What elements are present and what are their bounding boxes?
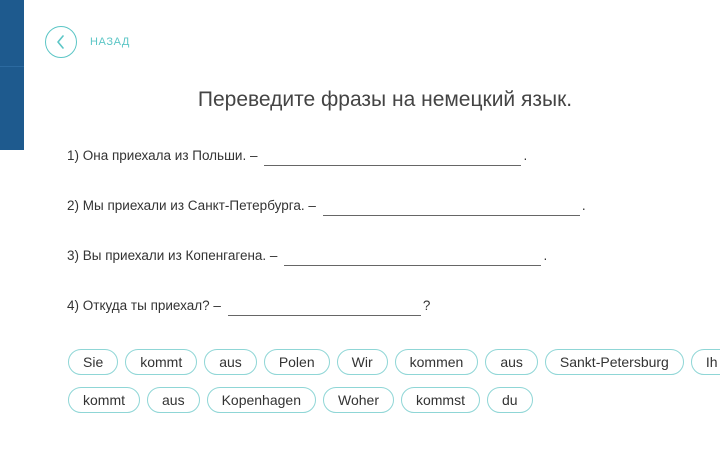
word-chip[interactable]: aus: [204, 349, 257, 375]
chevron-left-icon: [56, 35, 66, 49]
word-chip[interactable]: aus: [485, 349, 538, 375]
question-row: [67, 247, 547, 271]
word-chip[interactable]: aus: [147, 387, 200, 413]
word-chip[interactable]: du: [487, 387, 533, 413]
question-row: [67, 297, 430, 321]
answer-blank[interactable]: [284, 247, 541, 266]
word-chip[interactable]: Polen: [264, 349, 330, 375]
question-text: 1) Она приехала из Польши. –: [67, 148, 258, 163]
question-end-mark: ?: [422, 298, 431, 313]
back-circle[interactable]: [45, 26, 77, 58]
word-chip[interactable]: Kopenhagen: [207, 387, 316, 413]
page-title: Переведите фразы на немецкий язык.: [197, 88, 573, 111]
question-text: 3) Вы приехали из Копенгагена. –: [67, 248, 278, 263]
word-bank: [68, 349, 720, 375]
word-chip[interactable]: kommen: [395, 349, 479, 375]
word-chip[interactable]: Sankt-Petersburg: [545, 349, 684, 375]
word-chip[interactable]: Woher: [323, 387, 394, 413]
word-chip[interactable]: Ih: [691, 349, 720, 375]
back-label[interactable]: НАЗАД: [90, 36, 130, 48]
word-bank-second: [68, 387, 720, 413]
question-text: 2) Мы приехали из Санкт-Петербурга. –: [67, 198, 316, 213]
word-chip[interactable]: Sie: [68, 349, 118, 375]
word-chip[interactable]: kommt: [125, 349, 197, 375]
question-end-mark: .: [581, 198, 586, 213]
back-button[interactable]: [45, 24, 130, 60]
word-bank-row: [68, 349, 720, 375]
question-row: [67, 197, 586, 221]
question-text: 4) Откуда ты приехал? –: [67, 298, 221, 313]
answer-blank[interactable]: [323, 197, 580, 216]
answer-blank[interactable]: [264, 147, 521, 166]
word-bank-row: [68, 387, 720, 413]
side-bar-divider: [0, 66, 24, 67]
answer-blank[interactable]: [228, 297, 421, 316]
question-end-mark: .: [523, 148, 528, 163]
question-row: [67, 147, 527, 171]
word-chip[interactable]: kommt: [68, 387, 140, 413]
word-chip[interactable]: Wir: [337, 349, 388, 375]
question-end-mark: .: [543, 248, 548, 263]
side-bar: [0, 0, 24, 150]
word-chip[interactable]: kommst: [401, 387, 480, 413]
